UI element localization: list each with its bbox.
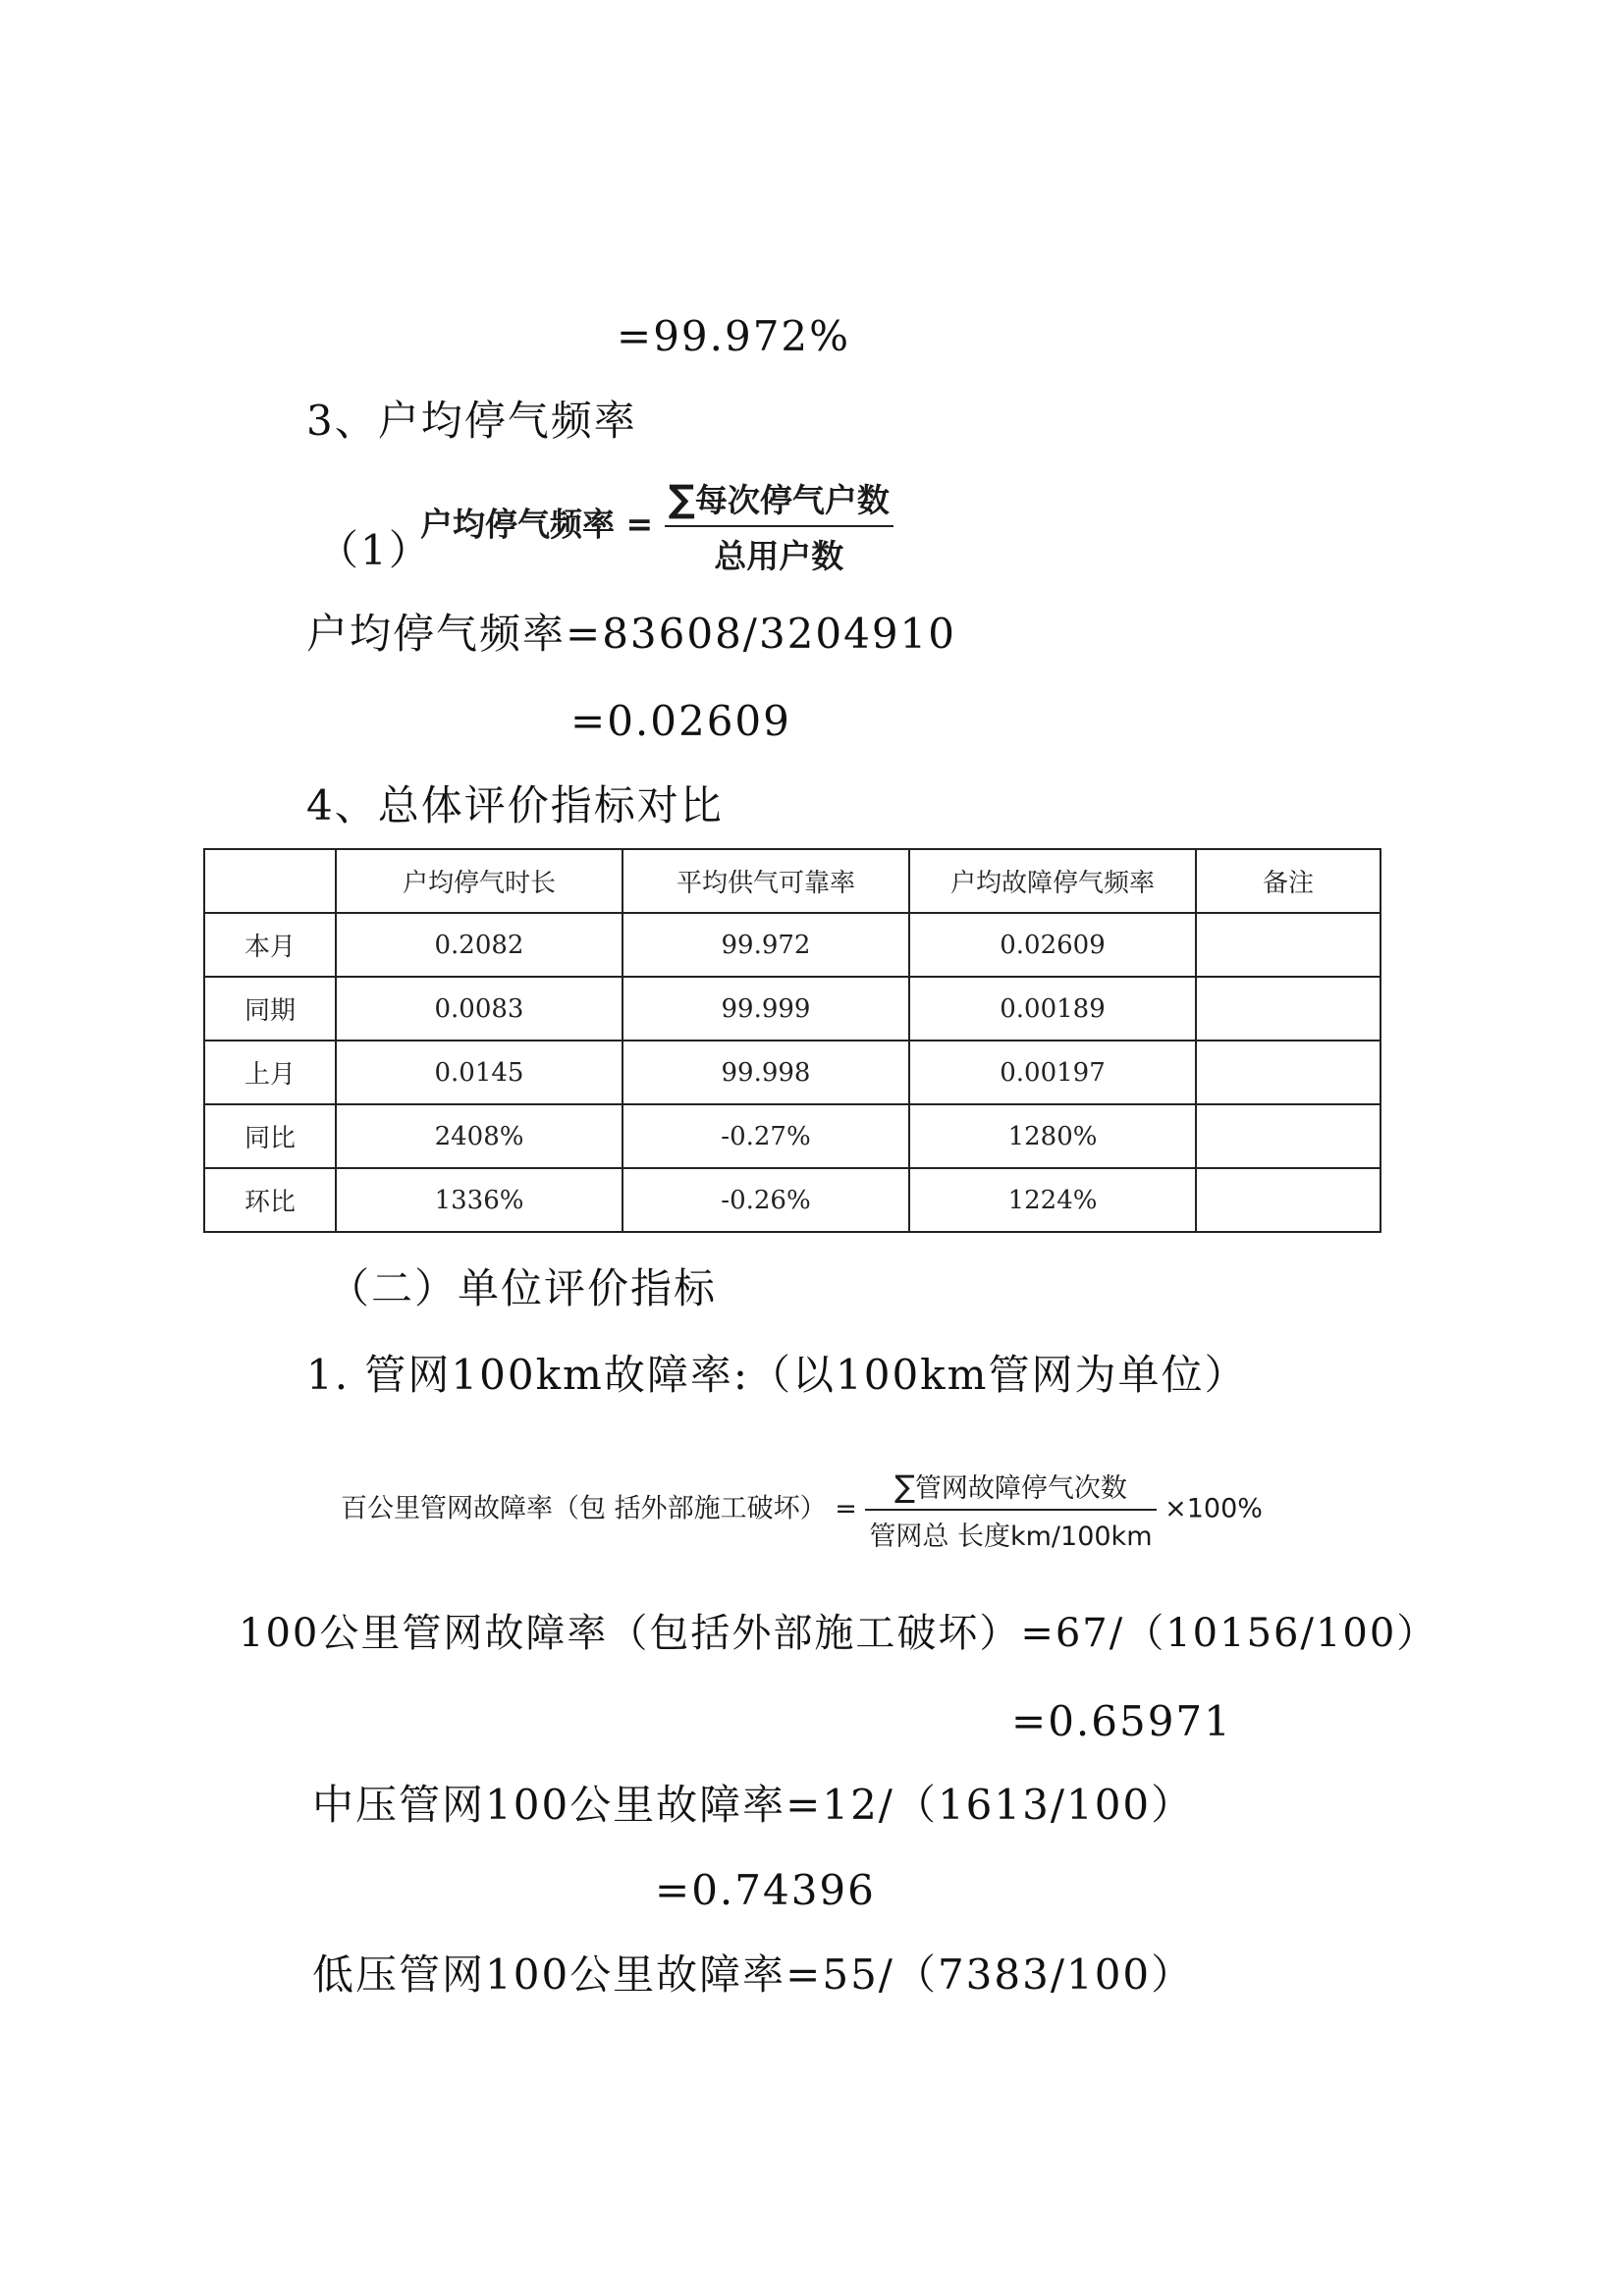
row-label: 同期 xyxy=(204,977,336,1041)
section3-heading: 3、户均停气频率 xyxy=(306,397,637,445)
household-frequency-formula xyxy=(420,475,893,577)
frequency-calculation: 户均停气频率=83608/3204910 xyxy=(306,610,957,658)
table-cell: 1336% xyxy=(336,1168,623,1232)
formula2-fraction xyxy=(865,1467,1156,1553)
header-cell: 户均故障停气频率 xyxy=(909,849,1196,913)
table-cell: 99.972 xyxy=(623,913,909,977)
table-cell: -0.26% xyxy=(623,1168,909,1232)
table-row xyxy=(204,1168,1380,1232)
table-row xyxy=(204,977,1380,1041)
table-cell: 0.00197 xyxy=(909,1041,1196,1104)
reliability-result: =99.972% xyxy=(617,312,851,360)
unit-evaluation-heading: （二）单位评价指标 xyxy=(328,1264,718,1312)
low-pressure-calculation: 低压管网100公里故障率=55/（7383/100） xyxy=(312,1950,1195,1999)
row-label: 上月 xyxy=(204,1041,336,1104)
table-header-row xyxy=(204,849,1380,913)
pipe-total-result: =0.65971 xyxy=(1011,1697,1232,1745)
table-row xyxy=(204,913,1380,977)
table-cell: 0.2082 xyxy=(336,913,623,977)
row-label: 环比 xyxy=(204,1168,336,1232)
table-row xyxy=(204,1041,1380,1104)
item1-heading: 1. 管网100km故障率:（以100km管网为单位） xyxy=(306,1351,1248,1399)
table-cell xyxy=(1196,977,1380,1041)
pipe-total-calculation: 100公里管网故障率（包括外部施工破坏）=67/（10156/100） xyxy=(239,1611,1438,1656)
table-cell: 0.00189 xyxy=(909,977,1196,1041)
pipe-failure-formula xyxy=(341,1467,1263,1553)
section4-heading: 4、总体评价指标对比 xyxy=(306,781,724,829)
table-row xyxy=(204,1104,1380,1168)
sigma-symbol: ∑ xyxy=(668,477,695,520)
table-cell: 1224% xyxy=(909,1168,1196,1232)
header-cell xyxy=(204,849,336,913)
table-cell xyxy=(1196,1104,1380,1168)
table-cell xyxy=(1196,913,1380,977)
formula1-lhs: 户均停气频率 xyxy=(420,505,615,544)
table-cell: 0.0145 xyxy=(336,1041,623,1104)
formula2-equals: = xyxy=(835,1493,857,1524)
table-cell: 0.02609 xyxy=(909,913,1196,977)
mid-pressure-calculation: 中压管网100公里故障率=12/（1613/100） xyxy=(312,1781,1195,1829)
table-cell xyxy=(1196,1168,1380,1232)
formula2-multiplier: ×100% xyxy=(1164,1493,1263,1524)
row-label: 本月 xyxy=(204,913,336,977)
formula1-equals: = xyxy=(625,505,654,544)
table-cell: 2408% xyxy=(336,1104,623,1168)
table-cell: 1280% xyxy=(909,1104,1196,1168)
formula1-label: （1） xyxy=(317,526,432,574)
formula2-denominator: 管网总 长度km/100km xyxy=(869,1522,1153,1552)
formula1-fraction xyxy=(665,475,893,577)
table-cell: 0.0083 xyxy=(336,977,623,1041)
table-cell xyxy=(1196,1041,1380,1104)
table-cell: -0.27% xyxy=(623,1104,909,1168)
frequency-result: =0.02609 xyxy=(570,697,791,745)
formula2-numerator: 管网故障停气次数 xyxy=(914,1473,1127,1504)
table-cell: 99.999 xyxy=(623,977,909,1041)
formula2-lhs: 百公里管网故障率（包 括外部施工破坏） xyxy=(341,1493,827,1524)
table-cell: 99.998 xyxy=(623,1041,909,1104)
formula1-numerator: 每次停气户数 xyxy=(694,481,890,519)
sigma-symbol: ∑ xyxy=(893,1469,915,1505)
row-label: 同比 xyxy=(204,1104,336,1168)
formula1-denominator: 总用户数 xyxy=(714,537,844,575)
mid-pressure-result: =0.74396 xyxy=(655,1866,876,1914)
header-cell: 备注 xyxy=(1196,849,1380,913)
header-cell: 平均供气可靠率 xyxy=(623,849,909,913)
evaluation-comparison-table xyxy=(203,848,1381,1233)
header-cell: 户均停气时长 xyxy=(336,849,623,913)
